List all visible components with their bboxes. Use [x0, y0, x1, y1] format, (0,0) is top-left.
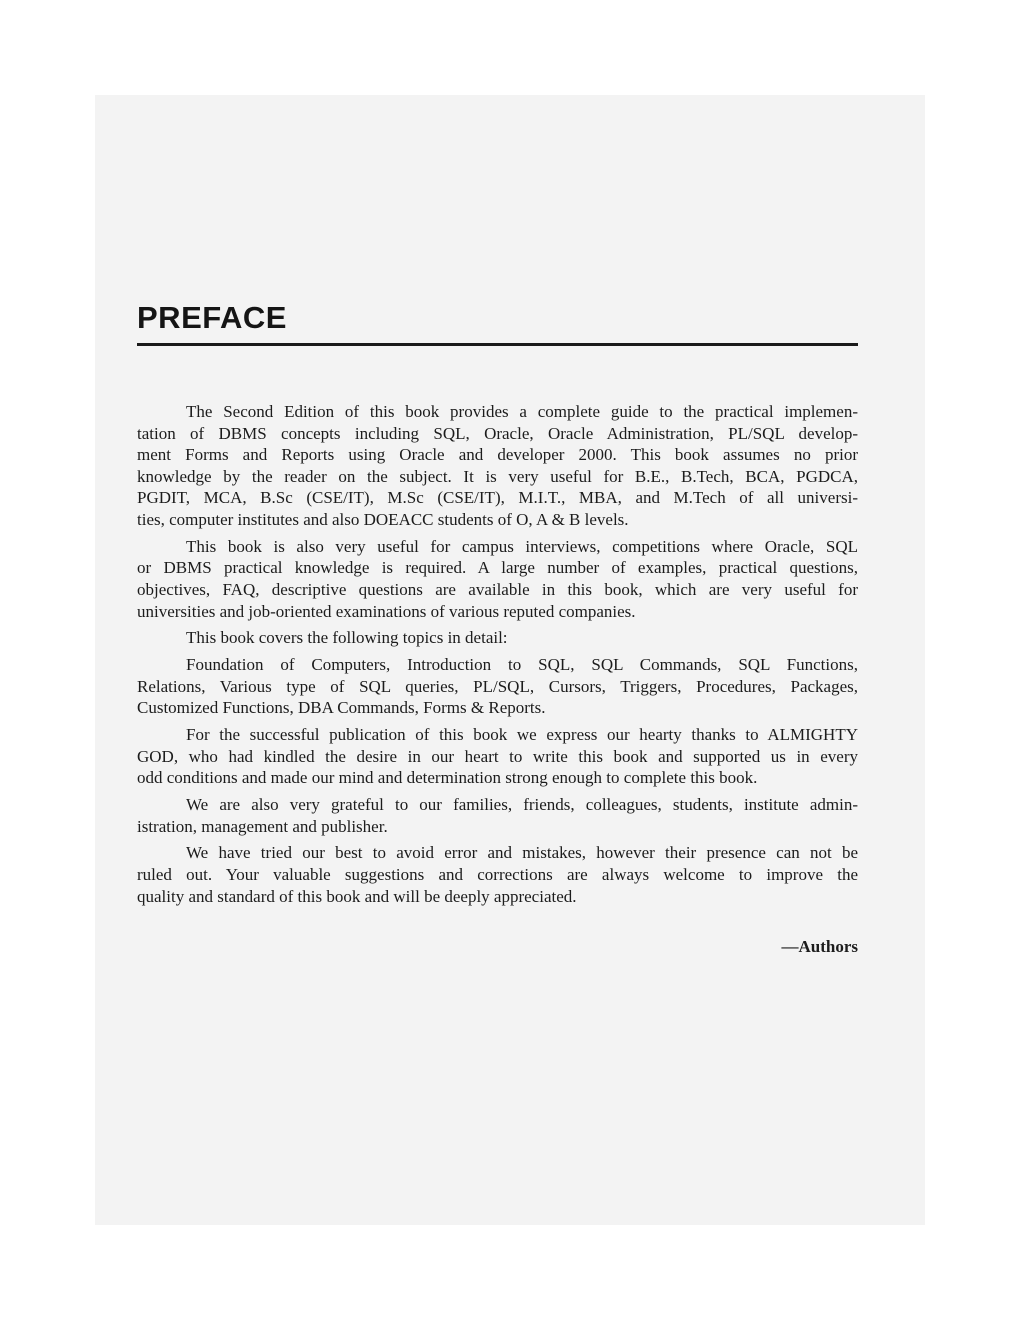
text-line: GOD, who had kindled the desire in our heart to write this book and supported us in every: [137, 746, 858, 766]
text-line: Relations, Various type of SQL queries, PL/SQL, Cursors, Triggers, Procedures, Packages,: [137, 676, 858, 696]
paragraph: [137, 536, 858, 622]
text-line: tation of DBMS concepts including SQL, Oracle, Oracle Administration, PL/SQL develop-: [137, 423, 858, 443]
paragraph: [137, 654, 858, 719]
text-line: Customized Functions, DBA Commands, Forms & Reports.: [137, 698, 546, 718]
text-line: The Second Edition of this book provides a complete guide to the practical implemen-: [186, 402, 858, 421]
text-line: PGDIT, MCA, B.Sc (CSE/IT), M.Sc (CSE/IT), M.I.T., MBA, and M.Tech of all universi-: [137, 488, 858, 508]
paragraph: [137, 842, 858, 907]
text-line: ment Forms and Reports using Oracle and developer 2000. This book assumes no prior: [137, 445, 858, 465]
page-title: PREFACE: [137, 300, 287, 335]
preface-body: [137, 401, 858, 912]
text-line: Foundation of Computers, Introduction to SQL, SQL Commands, SQL Functions,: [186, 655, 858, 675]
text-line: ruled out. Your valuable suggestions and corrections are always welcome to improve the: [137, 865, 858, 884]
paragraph: [137, 401, 858, 531]
text-line: This book is also very useful for campus interviews, competitions where Oracle, SQL: [186, 536, 858, 556]
text-line: or DBMS practical knowledge is required. A large number of examples, practical questions,: [137, 558, 858, 578]
text-line: For the successful publication of this book we express our hearty thanks to ALMIGHTY: [186, 725, 858, 745]
text-line: objectives, FAQ, descriptive questions are available in this book, which are very useful for: [137, 579, 858, 599]
text-line: universities and job-oriented examinations of various reputed companies.: [137, 601, 636, 621]
title-rule: [137, 343, 858, 346]
paragraph: [137, 794, 858, 837]
text-line: ties, computer institutes and also DOEACC students of O, A & B levels.: [137, 509, 629, 529]
text-line: istration, management and publisher.: [137, 816, 388, 836]
paragraph: [137, 724, 858, 789]
text-line: We are also very grateful to our families, friends, colleagues, students, institute admin-: [186, 795, 858, 815]
text-line: We have tried our best to avoid error and mistakes, however their presence can not be: [186, 843, 858, 863]
signature: —Authors: [781, 937, 858, 956]
paragraph: [137, 627, 858, 649]
text-line: knowledge by the reader on the subject. It is very useful for B.E., B.Tech, BCA, PGDCA,: [137, 466, 858, 486]
text-line: odd conditions and made our mind and determination strong enough to complete this book.: [137, 768, 758, 788]
text-line: quality and standard of this book and will be deeply appreciated.: [137, 886, 577, 906]
text-line: This book covers the following topics in detail:: [186, 628, 508, 648]
